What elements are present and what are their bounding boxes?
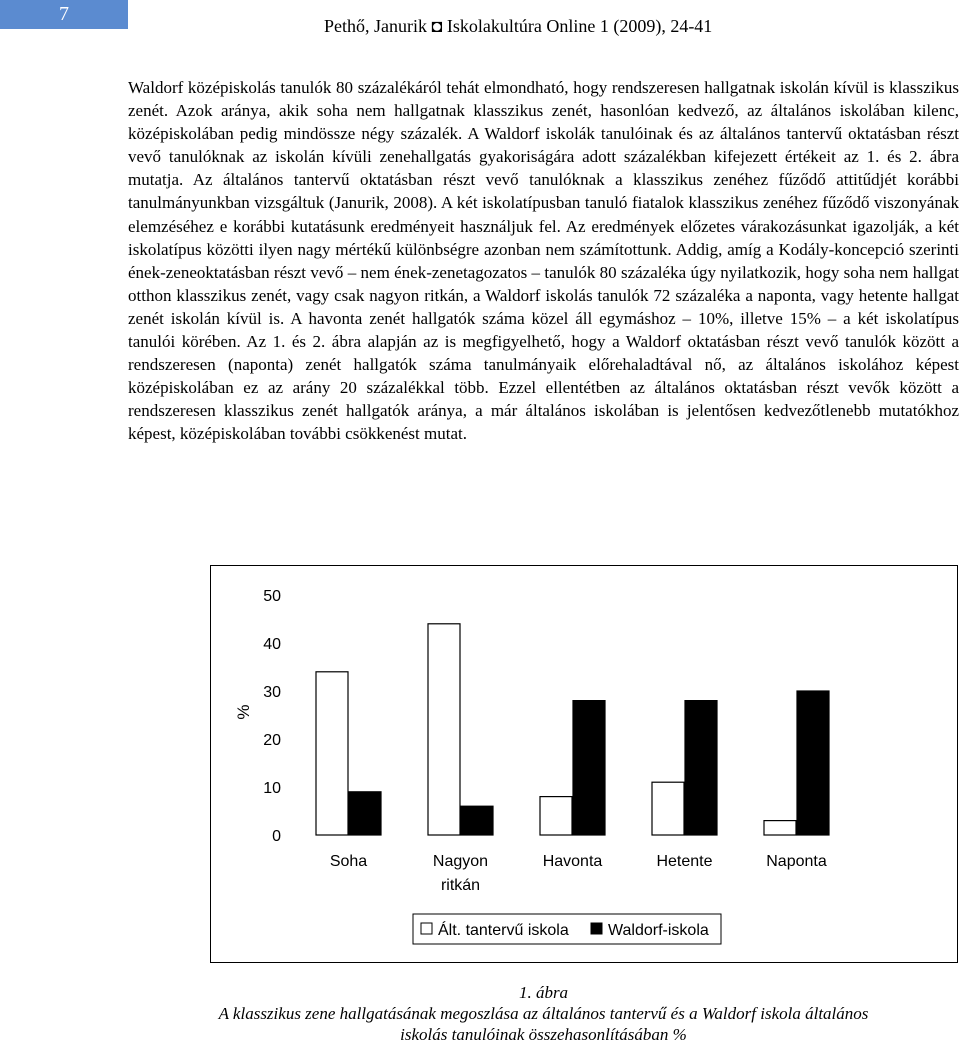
bar [764,821,796,835]
bar [316,672,348,835]
y-tick-label: 50 [263,588,281,605]
bar [349,792,381,835]
figure-caption [128,982,959,1045]
caption-line-2: iskolás tanulóinak összehasonlításában % [400,1025,687,1044]
y-tick-label: 0 [272,828,281,845]
x-tick-label: Havonta [542,853,603,870]
legend-swatch [421,923,432,934]
legend-label: Ált. tantervű iskola [438,922,569,939]
running-header: Pethő, Janurik ◘ Iskolakultúra Online 1 (2009), 24-41 [324,16,713,36]
page-number-badge [0,0,128,29]
bar [540,797,572,835]
x-tick-label: ritkán [440,877,481,894]
y-axis-label: % [234,704,253,720]
x-tick-label: Soha [329,853,368,870]
caption-line-1: A klasszikus zene hallgatásának megoszlása az általános tantervű és a Waldorf iskola általános [218,1004,869,1023]
bar [685,701,717,835]
bar [428,624,460,835]
page-number: 7 [59,3,69,25]
bar [461,806,493,835]
bar [573,701,605,835]
x-tick-label: Naponta [766,853,827,870]
figure-1-chart [210,565,958,963]
y-tick-label: 10 [263,780,281,797]
figure-label: 1. ábra [518,983,569,1002]
y-tick-label: 30 [263,684,281,701]
body-paragraph: Waldorf középiskolás tanulók 80 százalékáról tehát elmondható, hogy rendszeresen hallgatnak iskolán kívül is klasszikus zenét. Azok aránya, akik soha nem hallgatnak klasszikus zenét, hasonlóan kedvező, az általános iskolában kilenc, középiskolában pedig mindössze négy százalék. A Waldorf iskolák tanulóinak és az általános tantervű oktatásban részt vevő tanulóknak az iskolán kívüli zenehallgatás gyakoriságára adott százalékban kifejezett értékeit az 1. és 2. ábra mutatja. Az általános tantervű oktatásban részt vevő tanulóknak a klasszikus zenéhez fűződő attitűdjét korábbi tanulmányunkban vizsgáltuk (Janurik, 2008). A két iskolatípusban tanuló fiatalok klasszikus zenéhez fűződő viszonyának elemzéséhez e korábbi kutatásunk eredményeit használjuk fel. Az eredmények előzetes várakozásunkat igazolják, a két iskolatípus közötti ilyen nagy mértékű különbségre azonban nem számítottunk. Addig, amíg a Kodály-koncepció szerinti ének-zeneoktatásban részt vevő – nem ének-zenetagozatos – tanulók 80 százaléka úgy nyilatkozik, hogy soha nem hallgat otthon klasszikus zenét, vagy csak nagyon ritkán, a Waldorf iskolás tanulók 72 százaléka a naponta, vagy hetente hallgat zenét iskolán kívül is. A havonta zenét hallgatók száma közel áll egymáshoz – 10%, illetve 15% – a két iskolatípus tanulói körében. Az 1. és 2. ábra alapján az is megfigyelhető, hogy a Waldorf oktatásban részt vevő tanulók között a rendszeresen (naponta) zenét hallgatók száma tanulmányaik előrehaladtával nő, az általános iskolához képest középiskolában ez az arány 20 százalékkal több. Ezzel ellentétben az általános oktatásban részt vevők között a rendszeresen klasszikus zenét hallgatók aránya, a már általános iskolában is jelentősen kedvezőtlenebb mutatókhoz képest, középiskolában további csökkenést mutat. [128,78,959,444]
y-tick-label: 20 [263,732,281,749]
bar [652,782,684,835]
x-tick-label: Hetente [656,853,713,870]
bar [797,691,829,835]
legend-label: Waldorf-iskola [608,922,709,939]
bar-chart [211,566,959,964]
y-tick-label: 40 [263,636,281,653]
legend-swatch [591,923,602,934]
x-tick-label: Nagyon [432,853,489,870]
